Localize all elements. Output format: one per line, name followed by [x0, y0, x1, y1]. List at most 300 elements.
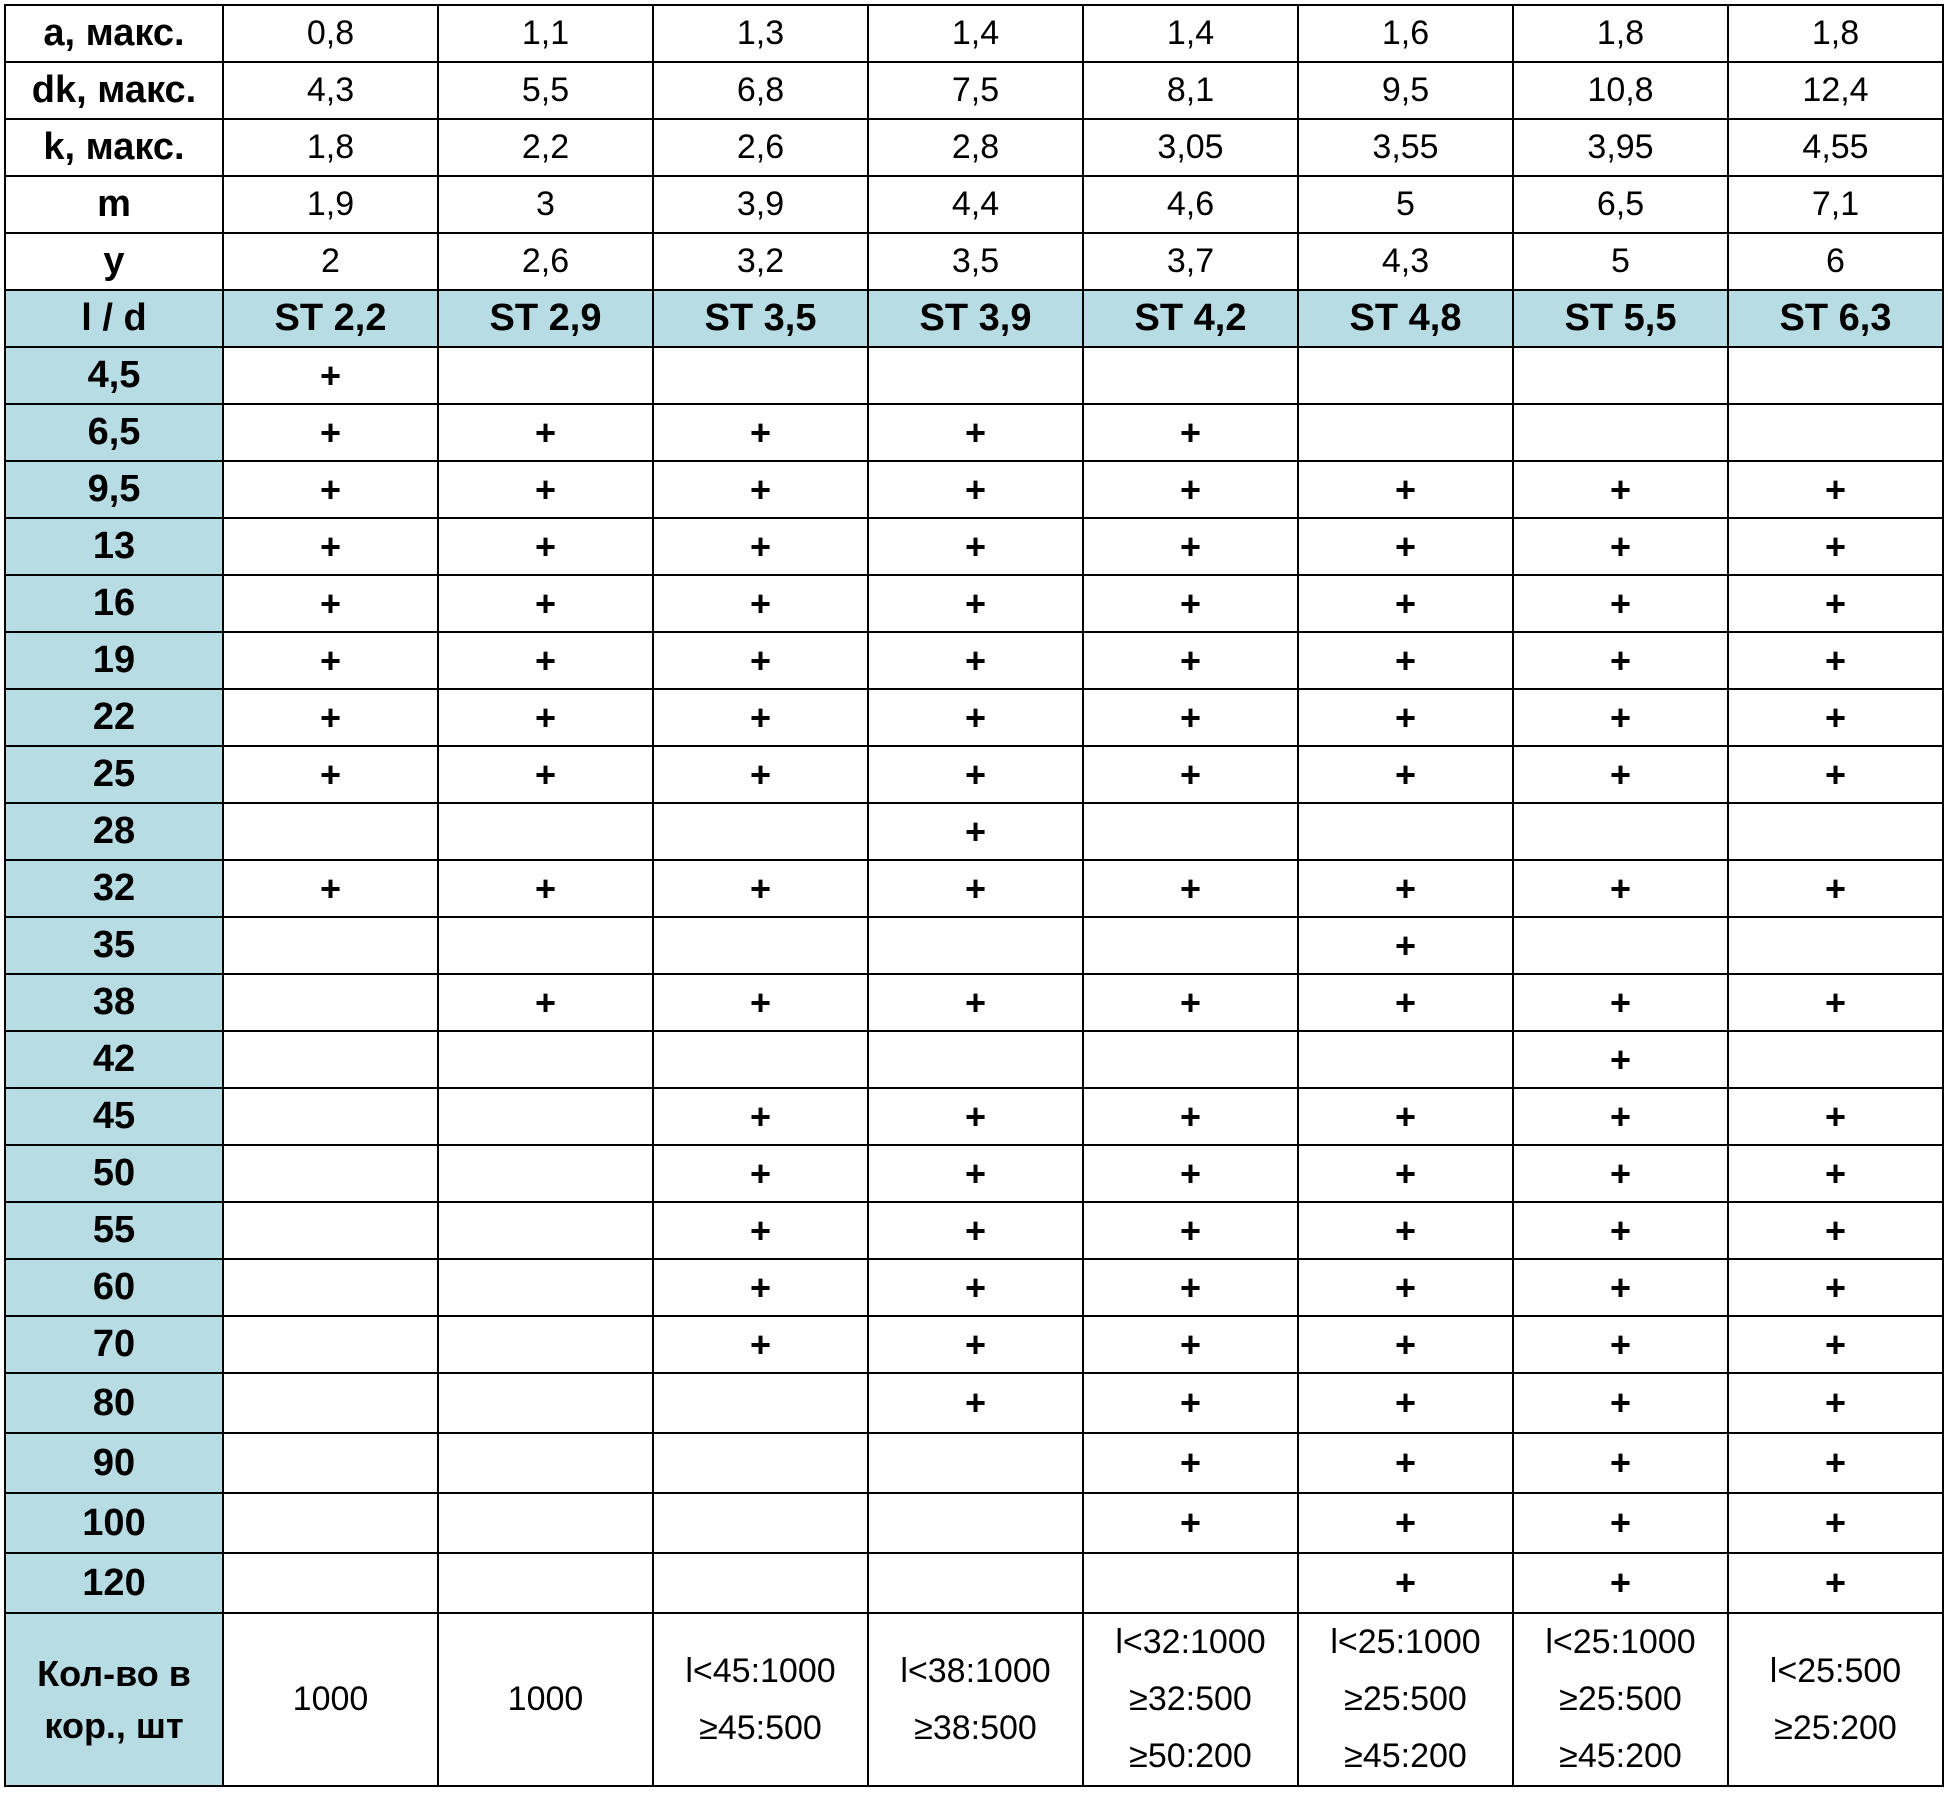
length-label: 6,5	[5, 404, 223, 461]
availability-mark: +	[1083, 632, 1298, 689]
length-label: 19	[5, 632, 223, 689]
availability-mark: +	[653, 1259, 868, 1316]
availability-mark: +	[1513, 518, 1728, 575]
availability-mark	[1728, 917, 1943, 974]
availability-mark: +	[868, 1373, 1083, 1433]
param-value: 4,3	[1298, 233, 1513, 290]
param-value: 4,4	[868, 176, 1083, 233]
availability-mark: +	[1298, 1088, 1513, 1145]
param-value: 1,8	[1728, 5, 1943, 62]
availability-mark: +	[438, 746, 653, 803]
param-value: 4,3	[223, 62, 438, 119]
availability-mark: +	[1083, 518, 1298, 575]
availability-mark	[1513, 404, 1728, 461]
availability-mark: +	[1083, 974, 1298, 1031]
length-label: 60	[5, 1259, 223, 1316]
availability-mark	[223, 1088, 438, 1145]
availability-mark: +	[653, 974, 868, 1031]
availability-mark: +	[1083, 1433, 1298, 1493]
length-row	[5, 1553, 1943, 1613]
availability-mark: +	[1083, 1259, 1298, 1316]
availability-mark: +	[868, 860, 1083, 917]
screw-spec-table	[4, 4, 1944, 1787]
availability-mark: +	[1728, 1553, 1943, 1613]
availability-mark: +	[1728, 1145, 1943, 1202]
availability-mark: +	[653, 860, 868, 917]
availability-mark: +	[868, 632, 1083, 689]
param-label: dk, макс.	[5, 62, 223, 119]
quantity-value-line: l<38:1000	[900, 1651, 1051, 1690]
availability-mark	[868, 1433, 1083, 1493]
length-row	[5, 575, 1943, 632]
availability-mark	[438, 1553, 653, 1613]
quantity-value-line: ≥50:200	[1129, 1737, 1252, 1775]
availability-mark: +	[438, 518, 653, 575]
availability-mark: +	[1298, 1373, 1513, 1433]
availability-mark: +	[868, 1316, 1083, 1373]
availability-mark: +	[1728, 860, 1943, 917]
length-row	[5, 1259, 1943, 1316]
param-row	[5, 5, 1943, 62]
param-value: 1,1	[438, 5, 653, 62]
availability-mark	[868, 347, 1083, 404]
availability-mark: +	[653, 518, 868, 575]
availability-mark: +	[1728, 461, 1943, 518]
param-value: 1,8	[1513, 5, 1728, 62]
availability-mark	[223, 1145, 438, 1202]
availability-mark: +	[223, 575, 438, 632]
availability-mark: +	[868, 1259, 1083, 1316]
param-value: 2,8	[868, 119, 1083, 176]
quantity-value	[653, 1613, 868, 1786]
availability-mark: +	[438, 632, 653, 689]
quantity-value	[1083, 1613, 1298, 1786]
param-value: 3,9	[653, 176, 868, 233]
availability-mark: +	[1298, 1316, 1513, 1373]
length-row	[5, 632, 1943, 689]
param-value: 9,5	[1298, 62, 1513, 119]
quantity-value-line: l<25:1000	[1330, 1623, 1481, 1661]
availability-mark	[1083, 347, 1298, 404]
param-value: 7,1	[1728, 176, 1943, 233]
length-label: 42	[5, 1031, 223, 1088]
availability-mark: +	[1083, 1202, 1298, 1259]
length-row	[5, 1316, 1943, 1373]
availability-mark: +	[1513, 1553, 1728, 1613]
availability-mark: +	[438, 404, 653, 461]
availability-mark: +	[1513, 1202, 1728, 1259]
param-value: 1,9	[223, 176, 438, 233]
availability-mark: +	[868, 1145, 1083, 1202]
availability-mark: +	[868, 404, 1083, 461]
availability-mark: +	[1728, 1088, 1943, 1145]
availability-mark	[653, 1373, 868, 1433]
param-row	[5, 176, 1943, 233]
availability-mark: +	[1728, 1259, 1943, 1316]
quantity-label	[5, 1613, 223, 1786]
availability-mark	[223, 1553, 438, 1613]
availability-mark	[1298, 404, 1513, 461]
availability-mark: +	[1728, 746, 1943, 803]
length-label: 35	[5, 917, 223, 974]
availability-mark	[223, 1316, 438, 1373]
quantity-value-line: 1000	[507, 1680, 584, 1718]
param-value: 7,5	[868, 62, 1083, 119]
availability-mark: +	[1728, 632, 1943, 689]
availability-mark	[1083, 917, 1298, 974]
availability-mark	[1513, 917, 1728, 974]
param-value: 1,8	[223, 119, 438, 176]
availability-mark: +	[1513, 1259, 1728, 1316]
quantity-value	[223, 1613, 438, 1786]
availability-mark: +	[223, 632, 438, 689]
param-value: 1,3	[653, 5, 868, 62]
availability-mark: +	[1513, 974, 1728, 1031]
param-value: 6,5	[1513, 176, 1728, 233]
availability-mark: +	[1728, 518, 1943, 575]
size-header: ST 3,9	[868, 290, 1083, 347]
availability-mark: +	[1298, 518, 1513, 575]
availability-mark: +	[1298, 860, 1513, 917]
size-header: ST 6,3	[1728, 290, 1943, 347]
availability-mark	[653, 1031, 868, 1088]
availability-mark: +	[223, 347, 438, 404]
length-label: 22	[5, 689, 223, 746]
param-value: 3,7	[1083, 233, 1298, 290]
availability-mark: +	[653, 1202, 868, 1259]
availability-mark: +	[1513, 1316, 1728, 1373]
availability-mark	[653, 1493, 868, 1553]
availability-mark	[223, 917, 438, 974]
size-header: ST 3,5	[653, 290, 868, 347]
size-header: ST 5,5	[1513, 290, 1728, 347]
param-value: 2,6	[438, 233, 653, 290]
availability-mark	[868, 917, 1083, 974]
length-label: 55	[5, 1202, 223, 1259]
availability-mark: +	[1728, 1202, 1943, 1259]
param-value: 1,4	[868, 5, 1083, 62]
availability-mark	[223, 803, 438, 860]
length-row	[5, 1433, 1943, 1493]
param-value: 2	[223, 233, 438, 290]
availability-mark: +	[1083, 1088, 1298, 1145]
availability-mark: +	[868, 746, 1083, 803]
availability-mark: +	[1513, 689, 1728, 746]
availability-mark	[1728, 347, 1943, 404]
availability-mark: +	[1513, 860, 1728, 917]
availability-mark: +	[1298, 689, 1513, 746]
param-value: 0,8	[223, 5, 438, 62]
availability-mark	[653, 803, 868, 860]
availability-mark: +	[868, 575, 1083, 632]
availability-mark: +	[1298, 1493, 1513, 1553]
param-value: 3,95	[1513, 119, 1728, 176]
availability-mark: +	[1298, 1259, 1513, 1316]
length-row	[5, 404, 1943, 461]
length-label: 38	[5, 974, 223, 1031]
length-label: 16	[5, 575, 223, 632]
availability-mark	[438, 1259, 653, 1316]
availability-mark: +	[1513, 461, 1728, 518]
availability-mark: +	[223, 461, 438, 518]
availability-mark: +	[438, 689, 653, 746]
availability-mark: +	[1083, 575, 1298, 632]
availability-mark: +	[1298, 746, 1513, 803]
availability-mark: +	[1728, 1316, 1943, 1373]
availability-mark: +	[653, 1088, 868, 1145]
availability-mark	[438, 917, 653, 974]
availability-mark	[1298, 347, 1513, 404]
quantity-value-line: ≥45:200	[1559, 1737, 1682, 1775]
quantity-value	[1298, 1613, 1513, 1786]
length-row	[5, 1031, 1943, 1088]
length-row	[5, 746, 1943, 803]
availability-mark: +	[1298, 1145, 1513, 1202]
availability-mark: +	[1298, 917, 1513, 974]
quantity-value	[438, 1613, 653, 1786]
availability-mark: +	[1298, 1433, 1513, 1493]
size-header: ST 4,2	[1083, 290, 1298, 347]
length-label: 50	[5, 1145, 223, 1202]
availability-mark	[223, 974, 438, 1031]
availability-mark: +	[653, 1145, 868, 1202]
availability-mark	[1298, 803, 1513, 860]
size-header-row	[5, 290, 1943, 347]
length-label: 120	[5, 1553, 223, 1613]
availability-mark	[1298, 1031, 1513, 1088]
availability-mark	[438, 1145, 653, 1202]
param-value: 3,5	[868, 233, 1083, 290]
availability-mark: +	[1513, 1031, 1728, 1088]
availability-mark	[223, 1433, 438, 1493]
availability-mark	[223, 1202, 438, 1259]
param-value: 6	[1728, 233, 1943, 290]
quantity-value-line: l<45:1000	[685, 1651, 836, 1690]
availability-mark: +	[1083, 860, 1298, 917]
param-value: 4,6	[1083, 176, 1298, 233]
size-header: ST 4,8	[1298, 290, 1513, 347]
length-label: 80	[5, 1373, 223, 1433]
availability-mark: +	[1083, 746, 1298, 803]
length-label: 100	[5, 1493, 223, 1553]
length-label: 4,5	[5, 347, 223, 404]
availability-mark	[438, 1433, 653, 1493]
availability-mark	[1083, 1031, 1298, 1088]
quantity-value	[1513, 1613, 1728, 1786]
quantity-value-line: ≥25:200	[1774, 1708, 1897, 1747]
length-row	[5, 974, 1943, 1031]
availability-mark: +	[1513, 1145, 1728, 1202]
length-label: 32	[5, 860, 223, 917]
length-row	[5, 689, 1943, 746]
availability-mark: +	[868, 518, 1083, 575]
availability-mark: +	[1083, 689, 1298, 746]
size-header: ST 2,9	[438, 290, 653, 347]
param-value: 3,05	[1083, 119, 1298, 176]
quantity-value-line: 1000	[292, 1680, 369, 1718]
availability-mark: +	[1298, 575, 1513, 632]
availability-mark	[438, 1316, 653, 1373]
availability-mark: +	[1728, 689, 1943, 746]
availability-mark: +	[1513, 1373, 1728, 1433]
availability-mark: +	[1728, 1433, 1943, 1493]
availability-mark: +	[1513, 746, 1728, 803]
size-header: ST 2,2	[223, 290, 438, 347]
availability-mark: +	[1298, 461, 1513, 518]
availability-mark: +	[1083, 1316, 1298, 1373]
length-row	[5, 347, 1943, 404]
length-label: 45	[5, 1088, 223, 1145]
param-label: k, макс.	[5, 119, 223, 176]
param-label: m	[5, 176, 223, 233]
quantity-value	[1728, 1613, 1943, 1786]
availability-mark: +	[653, 404, 868, 461]
availability-mark	[868, 1553, 1083, 1613]
availability-mark: +	[1513, 632, 1728, 689]
availability-mark: +	[223, 860, 438, 917]
param-value: 5	[1298, 176, 1513, 233]
length-row	[5, 917, 1943, 974]
availability-mark: +	[438, 461, 653, 518]
quantity-value-line: ≥25:500	[1344, 1680, 1467, 1718]
availability-mark: +	[1083, 1373, 1298, 1433]
availability-mark	[653, 1553, 868, 1613]
param-value: 10,8	[1513, 62, 1728, 119]
length-label: 13	[5, 518, 223, 575]
availability-mark: +	[1513, 1088, 1728, 1145]
length-label: 28	[5, 803, 223, 860]
length-row	[5, 803, 1943, 860]
param-row	[5, 119, 1943, 176]
availability-mark: +	[223, 689, 438, 746]
param-value: 8,1	[1083, 62, 1298, 119]
length-label: 70	[5, 1316, 223, 1373]
availability-mark: +	[868, 461, 1083, 518]
availability-mark	[438, 1202, 653, 1259]
availability-mark: +	[868, 974, 1083, 1031]
availability-mark	[438, 1088, 653, 1145]
availability-mark: +	[1083, 404, 1298, 461]
availability-mark	[1083, 1553, 1298, 1613]
param-value: 2,6	[653, 119, 868, 176]
param-label: a, макс.	[5, 5, 223, 62]
param-row	[5, 233, 1943, 290]
availability-mark: +	[1728, 974, 1943, 1031]
availability-mark	[223, 1493, 438, 1553]
length-label: 9,5	[5, 461, 223, 518]
availability-mark	[868, 1493, 1083, 1553]
availability-mark	[223, 1373, 438, 1433]
availability-mark: +	[1083, 1145, 1298, 1202]
quantity-value-line: ≥32:500	[1129, 1680, 1252, 1718]
param-value: 2,2	[438, 119, 653, 176]
param-label: y	[5, 233, 223, 290]
availability-mark: +	[653, 689, 868, 746]
availability-mark: +	[1083, 1493, 1298, 1553]
param-value: 5,5	[438, 62, 653, 119]
availability-mark: +	[438, 860, 653, 917]
availability-mark: +	[1513, 575, 1728, 632]
availability-mark: +	[1513, 1433, 1728, 1493]
availability-mark: +	[868, 803, 1083, 860]
quantity-value-line: ≥45:500	[699, 1708, 822, 1747]
length-row	[5, 860, 1943, 917]
param-row	[5, 62, 1943, 119]
length-label: 25	[5, 746, 223, 803]
quantity-row	[5, 1613, 1943, 1786]
availability-mark: +	[1298, 632, 1513, 689]
param-value: 1,6	[1298, 5, 1513, 62]
availability-mark	[223, 1259, 438, 1316]
availability-mark	[653, 917, 868, 974]
availability-mark: +	[653, 1316, 868, 1373]
quantity-value	[868, 1613, 1083, 1786]
param-value: 1,4	[1083, 5, 1298, 62]
quantity-label-line: Кол-во в	[37, 1652, 191, 1694]
param-value: 3,55	[1298, 119, 1513, 176]
availability-mark	[1728, 1031, 1943, 1088]
availability-mark: +	[1728, 1493, 1943, 1553]
availability-mark	[1728, 404, 1943, 461]
availability-mark: +	[868, 1088, 1083, 1145]
availability-mark	[438, 1373, 653, 1433]
param-value: 6,8	[653, 62, 868, 119]
availability-mark	[438, 1031, 653, 1088]
availability-mark: +	[653, 461, 868, 518]
availability-mark: +	[868, 689, 1083, 746]
availability-mark: +	[653, 632, 868, 689]
quantity-value-line: ≥25:500	[1559, 1680, 1682, 1718]
availability-mark: +	[223, 518, 438, 575]
length-row	[5, 1493, 1943, 1553]
param-value: 3,2	[653, 233, 868, 290]
quantity-value-line: ≥45:200	[1344, 1737, 1467, 1775]
param-value: 3	[438, 176, 653, 233]
availability-mark	[438, 1493, 653, 1553]
param-value: 5	[1513, 233, 1728, 290]
length-row	[5, 518, 1943, 575]
availability-mark	[1513, 803, 1728, 860]
length-row	[5, 1145, 1943, 1202]
availability-mark	[653, 347, 868, 404]
availability-mark: +	[223, 404, 438, 461]
availability-mark	[223, 1031, 438, 1088]
quantity-value-line: l<32:1000	[1115, 1623, 1266, 1661]
availability-mark: +	[653, 575, 868, 632]
param-value: 12,4	[1728, 62, 1943, 119]
availability-mark: +	[1298, 974, 1513, 1031]
corner-header: l / d	[5, 290, 223, 347]
quantity-label-line: кор., шт	[44, 1704, 184, 1746]
availability-mark: +	[1298, 1202, 1513, 1259]
availability-mark	[1083, 803, 1298, 860]
length-row	[5, 1202, 1943, 1259]
availability-mark: +	[1298, 1553, 1513, 1613]
availability-mark	[438, 347, 653, 404]
availability-mark: +	[438, 974, 653, 1031]
length-row	[5, 1373, 1943, 1433]
availability-mark	[653, 1433, 868, 1493]
availability-mark	[438, 803, 653, 860]
availability-mark: +	[868, 1202, 1083, 1259]
availability-mark: +	[438, 575, 653, 632]
availability-mark: +	[1083, 461, 1298, 518]
availability-mark: +	[1728, 1373, 1943, 1433]
quantity-value-line: ≥38:500	[914, 1708, 1037, 1747]
length-row	[5, 1088, 1943, 1145]
availability-mark	[1513, 347, 1728, 404]
availability-mark: +	[1513, 1493, 1728, 1553]
